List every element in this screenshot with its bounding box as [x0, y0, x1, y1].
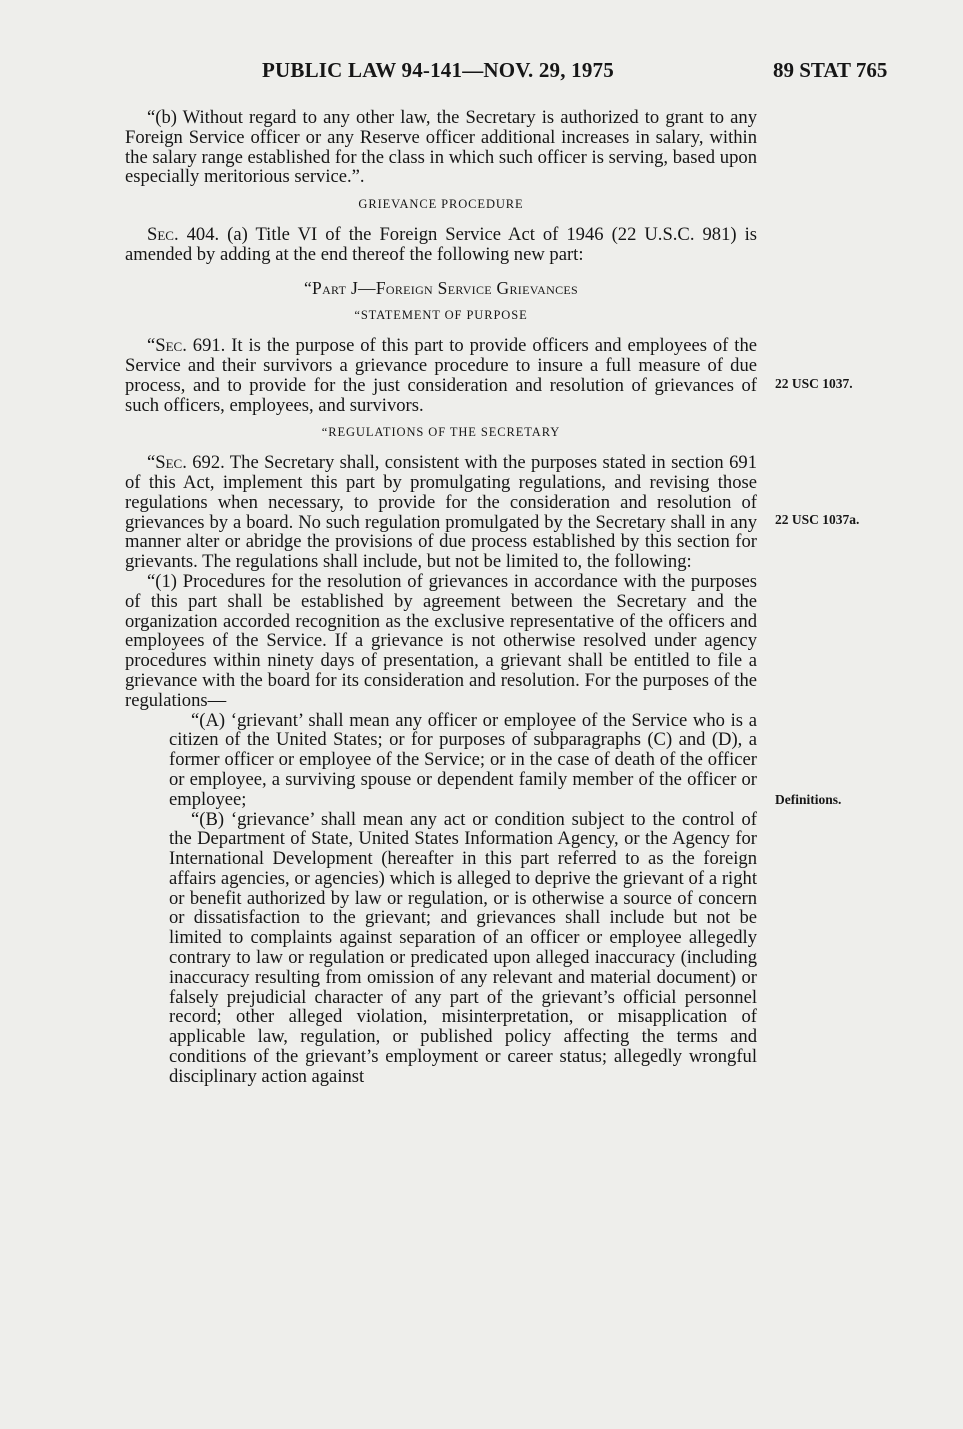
document-body: [125, 108, 757, 1087]
running-head: PUBLIC LAW 94-141—NOV. 29, 1975: [262, 58, 614, 82]
section-text: 404. (a) Title VI of the Foreign Service Act of 1946 (22 U.S.C. 981) is amended by adding at the end thereof the following new part:: [125, 223, 757, 265]
page-header: [0, 58, 963, 88]
section-heading: “REGULATIONS OF THE SECRETARY: [321, 425, 561, 440]
section-label: “Sec.: [147, 335, 187, 357]
subparagraph-b: “(B) ‘grievance’ shall mean any act or condition subject to the control of the Department of State, United States Information Agency, or the Agency for International Development (hereafter in this part referred to as the foreign affairs agencies, or agencies) which is alleged to deprive the grievant of a right or benefit authorized by law or regulation, or is otherwise a source of concern or dissatisfaction to the grievant; and grievances shall include but not be limited to complaints against separation of an officer or employee allegedly contrary to law or regulation or predicated upon alleged inaccuracy (including inaccuracy resulting from omission of any relevant and material document) or falsely prejudicial character of any part of the grievant’s official personnel record; other alleged violation, misinterpretation, or misapplication of applicable law, regulation, or published policy affecting the terms and conditions of the grievant’s employment or career status; allegedly wrongful disciplinary action against: [169, 808, 757, 1087]
paragraph-1: “(1) Procedures for the resolution of grievances in accordance with the purposes of this part shall be established by agreement between the Secretary and the organization accorded recognition as the exclusive representative of the officers and employees of the Service. If a grievance is not otherwise resolved under agency procedures within ninety days of presentation, a grievant shall be entitled to file a grievance with the board for its consideration and resolution. For the purposes of the regulations—: [125, 570, 757, 711]
section-label: Sec.: [147, 223, 179, 245]
section-label: “Sec.: [147, 452, 187, 474]
margin-note-definitions: Definitions.: [775, 792, 842, 807]
section-text: 692. The Secretary shall, consistent with the purposes stated in section 691 of this Act, implement this part by promulgating regulations, and revising those regulations when necessary, to provide for the consideration and resolution of grievances by a board. No such regulation promulgated by the Secretary shall in any manner alter or abridge the provisions of due process established by this section for grievants. The regulations shall include, but not be limited to, the following:: [125, 452, 757, 573]
section-691: [125, 336, 757, 415]
subparagraph-a: “(A) ‘grievant’ shall mean any officer or employee of the Service who is a citizen of the United States; or for purposes of subparagraphs (C) and (D), a former officer or employee of the Service; or in the case of death of the officer or employee, a surviving spouse or dependent family member of the officer or employee;: [169, 709, 757, 810]
page-reference: 89 STAT 765: [773, 58, 888, 82]
section-heading: “STATEMENT OF PURPOSE: [354, 308, 528, 323]
section-text: 691. It is the purpose of this part to provide officers and employees of the Service and their survivors a grievance procedure to insure a full measure of due process, and to provide for the just consideration and resolution of grievances of such officers, employees, and survivors.: [125, 335, 757, 416]
margin-note-citation: 22 USC 1037.: [775, 376, 853, 391]
section-404: [125, 225, 757, 265]
margin-note-citation: 22 USC 1037a.: [775, 512, 860, 527]
section-692: [125, 453, 757, 572]
part-title: “Part J—Foreign Service Grievances: [303, 277, 578, 298]
section-heading: GRIEVANCE PROCEDURE: [358, 197, 524, 212]
paragraph-b: “(b) Without regard to any other law, the Secretary is authorized to grant to any Foreign Service officer or any Reserve officer additional increases in salary, within the salary range established for the class in which such officer is serving, based upon especially meritorious service.”.: [125, 107, 757, 188]
